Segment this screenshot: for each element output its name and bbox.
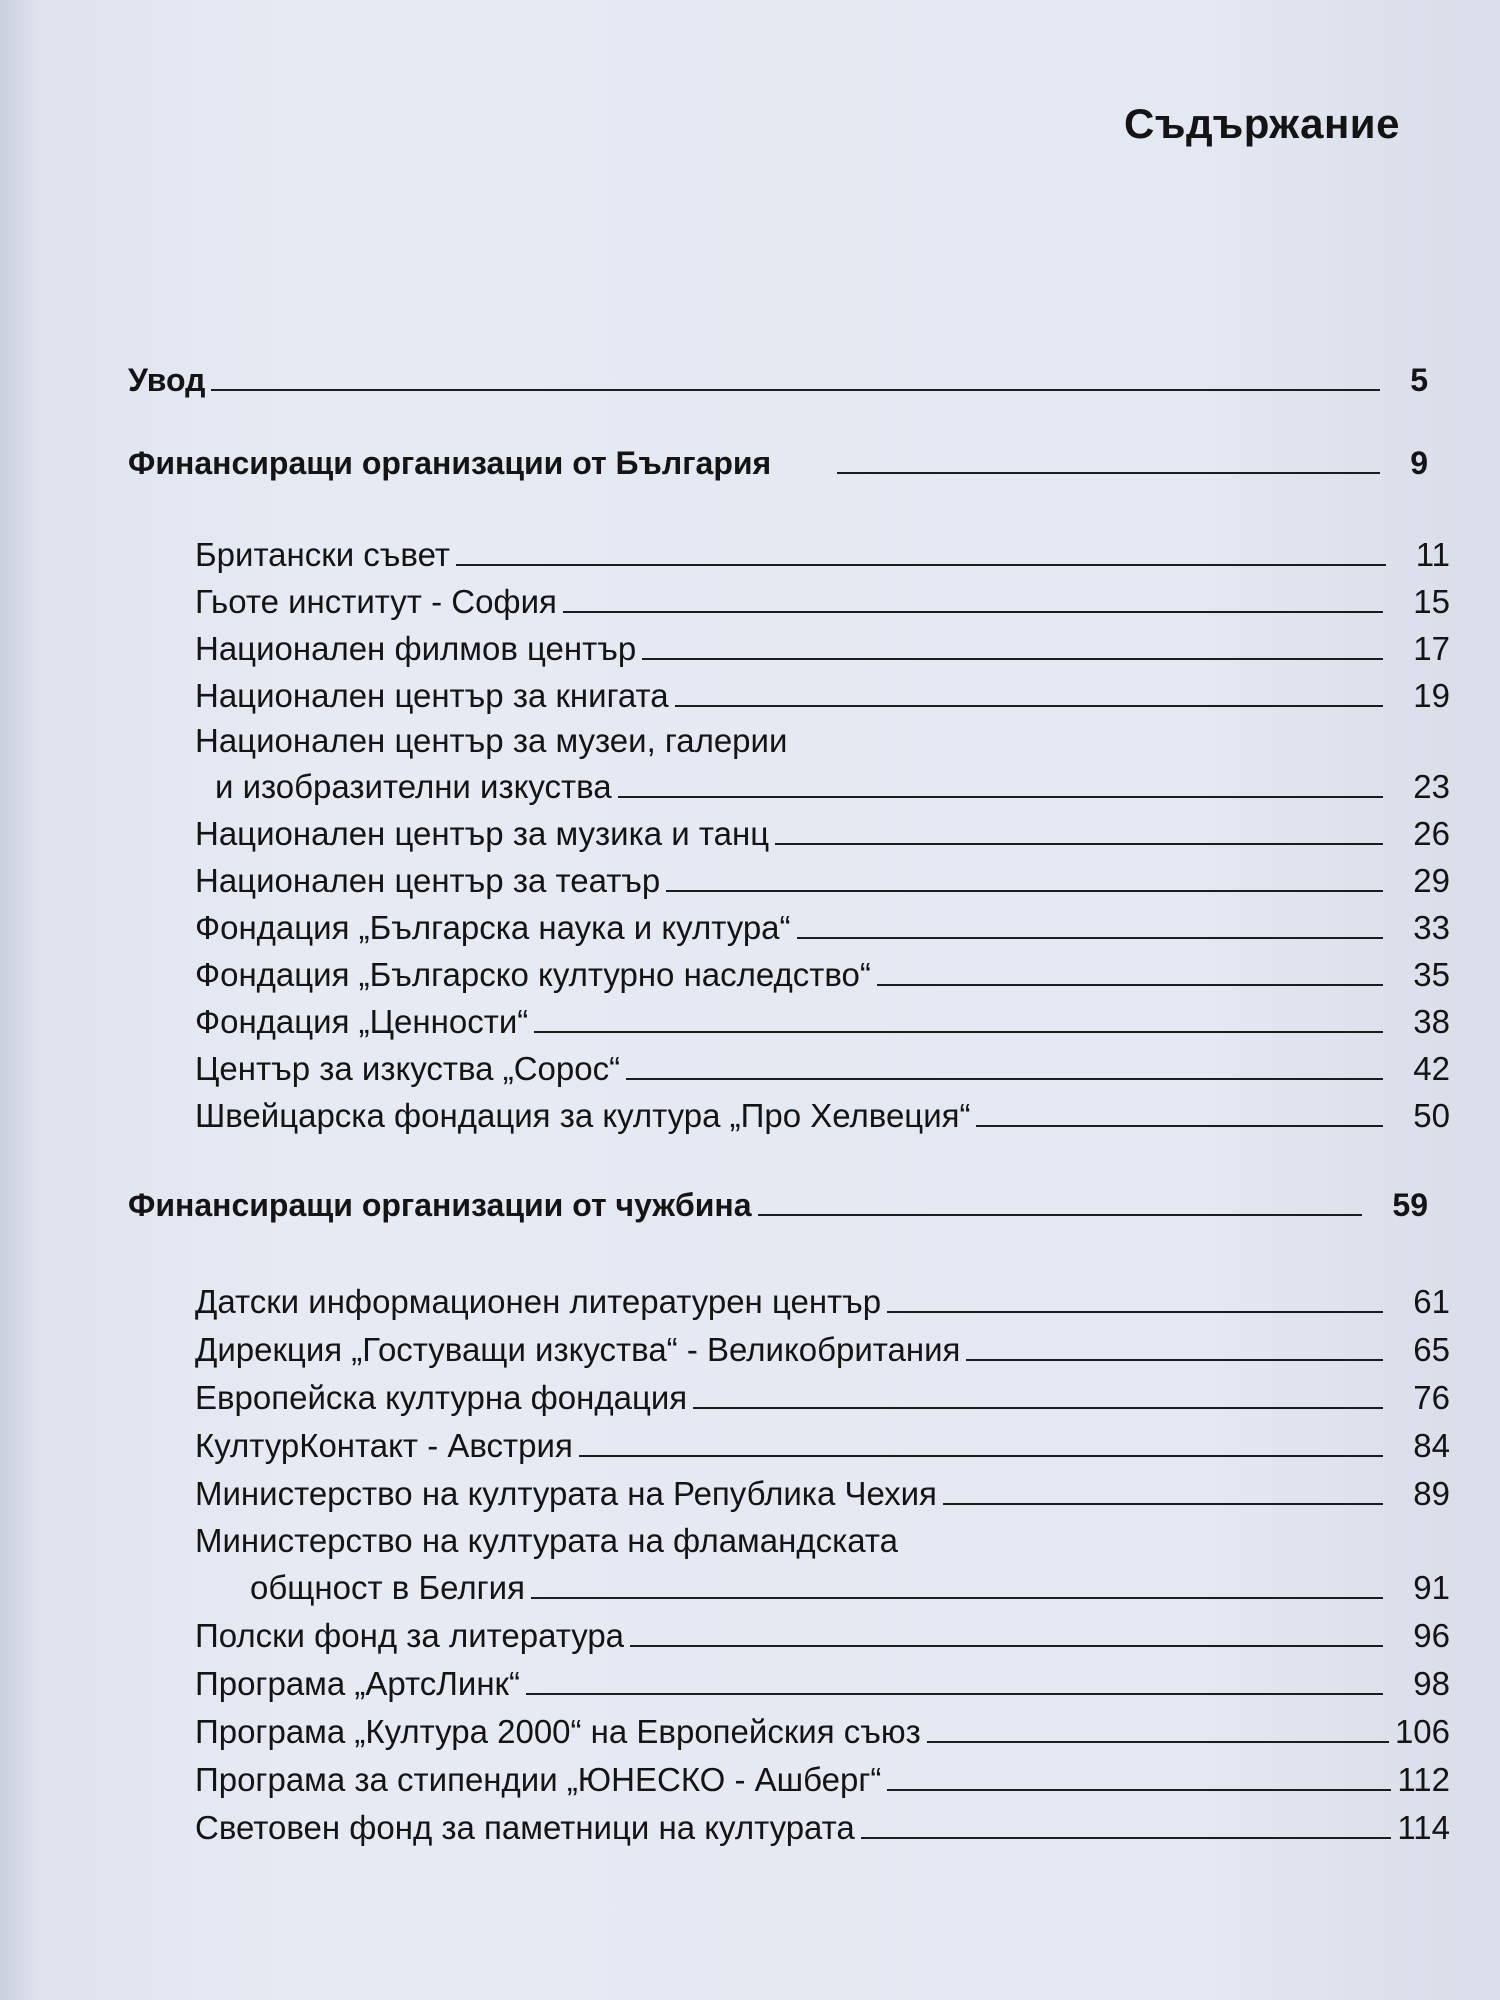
toc-label: Полски фонд за литература	[195, 1617, 625, 1654]
toc-row-first-line: Министерство на културата на фламандската	[195, 1522, 898, 1559]
toc-page-number: 11	[1415, 536, 1450, 573]
leader-line	[534, 1031, 1383, 1033]
leader-line	[877, 984, 1383, 986]
toc-page-number: 59	[1392, 1187, 1428, 1223]
leader-line	[630, 1645, 1383, 1647]
toc-row	[195, 677, 1450, 715]
leader-line	[456, 564, 1386, 566]
toc-row	[195, 862, 1450, 900]
toc-section-label: Финансиращи организации от България	[128, 445, 772, 481]
toc-label: Швейцарска фондация за култура „Про Хелвеция“	[195, 1097, 971, 1134]
toc-label: Британски съвет	[195, 536, 450, 573]
toc-label: Увод	[128, 362, 206, 398]
toc-row	[195, 1617, 1450, 1655]
toc-page-number: 38	[1413, 1003, 1450, 1040]
toc-page-number: 15	[1413, 583, 1450, 620]
toc-page-number: 76	[1413, 1379, 1450, 1416]
toc-row	[195, 1475, 1450, 1513]
toc-page-number: 26	[1413, 815, 1450, 852]
leader-line	[531, 1597, 1383, 1599]
leader-line	[775, 843, 1383, 845]
toc-label: Европейска културна фондация	[195, 1379, 688, 1416]
toc-page-number: 50	[1413, 1097, 1450, 1134]
toc-page-number: 35	[1413, 956, 1450, 993]
leader-line	[861, 1837, 1392, 1839]
toc-page-number: 5	[1410, 362, 1428, 398]
toc-page-number: 112	[1397, 1761, 1450, 1798]
toc-row	[215, 768, 1450, 806]
toc-label: Фондация „Българско културно наследство“	[195, 956, 871, 993]
toc-page-number: 17	[1413, 630, 1450, 667]
toc-row	[195, 536, 1450, 574]
toc-page-number: 42	[1413, 1050, 1450, 1087]
toc-page-number: 89	[1413, 1475, 1450, 1512]
toc-label: Център за изкуства „Сорос“	[195, 1050, 621, 1087]
toc-page-number: 65	[1413, 1331, 1450, 1368]
toc-label: Световен фонд за паметници на културата	[195, 1809, 855, 1846]
toc-section-bulgaria	[128, 445, 1428, 482]
toc-page-number: 96	[1413, 1617, 1450, 1654]
toc-row	[195, 1713, 1450, 1751]
toc-row	[195, 1050, 1450, 1088]
toc-page-number: 33	[1413, 909, 1450, 946]
toc-row	[195, 909, 1450, 947]
toc-row	[195, 583, 1450, 621]
toc-section-label: Финансиращи организации от чужбина	[128, 1187, 752, 1223]
toc-label: Датски информационен литературен център	[195, 1283, 882, 1320]
toc-label: Национален център за книгата	[195, 677, 669, 714]
leader-line	[758, 1214, 1363, 1216]
toc-label: и изобразителни изкуства	[215, 768, 612, 805]
toc-label: Фондация „Ценности“	[195, 1003, 529, 1040]
toc-page-number: 23	[1413, 768, 1450, 805]
toc-row	[195, 815, 1450, 853]
toc-label: Програма „АртсЛинк“	[195, 1665, 520, 1702]
leader-line	[675, 705, 1384, 707]
toc-label: Министерство на културата на Република Чехия	[195, 1475, 937, 1512]
toc-row	[195, 1379, 1450, 1417]
leader-line	[211, 389, 1380, 391]
toc-label: Национален център за театър	[195, 862, 661, 899]
leader-line	[943, 1503, 1383, 1505]
leader-line	[837, 472, 1380, 474]
leader-line	[927, 1741, 1389, 1743]
toc-row-first-line: Национален център за музеи, галерии	[195, 722, 788, 759]
toc-page-number: 9	[1410, 445, 1428, 481]
toc-label: Програма „Култура 2000“ на Европейския съюз	[195, 1713, 921, 1750]
toc-row	[195, 1809, 1450, 1847]
toc-row	[195, 1427, 1450, 1465]
toc-page-number: 19	[1413, 677, 1450, 714]
toc-page-number: 106	[1394, 1713, 1450, 1750]
toc-row	[195, 1003, 1450, 1041]
leader-line	[966, 1359, 1383, 1361]
toc-label: Програма за стипендии „ЮНЕСКО - Ашберг“	[195, 1761, 882, 1798]
page-title: Съдържание	[1124, 100, 1400, 147]
toc-page-number: 98	[1413, 1665, 1450, 1702]
leader-line	[642, 658, 1383, 660]
toc-row	[195, 1665, 1450, 1703]
toc-row	[195, 956, 1450, 994]
toc-label: Фондация „Българска наука и култура“	[195, 909, 791, 946]
leader-line	[666, 890, 1383, 892]
toc-label: КултурКонтакт - Австрия	[195, 1427, 573, 1464]
leader-line	[526, 1693, 1383, 1695]
toc-row	[195, 1097, 1450, 1135]
toc-label: Национален филмов център	[195, 630, 637, 667]
toc-row	[195, 1331, 1450, 1369]
toc-label: Гьоте институт - София	[195, 583, 557, 620]
toc-label: Дирекция „Гостуващи изкуства“ - Великобритания	[195, 1331, 961, 1368]
leader-line	[579, 1455, 1383, 1457]
toc-row	[195, 630, 1450, 668]
toc-page-number: 29	[1413, 862, 1450, 899]
toc-page-number: 91	[1413, 1569, 1450, 1606]
leader-line	[618, 796, 1384, 798]
leader-line	[887, 1311, 1383, 1313]
toc-page-number: 84	[1413, 1427, 1450, 1464]
toc-label: Национален център за музика и танц	[195, 815, 770, 852]
toc-row	[195, 1283, 1450, 1321]
leader-line	[797, 937, 1384, 939]
toc-section-abroad	[128, 1187, 1428, 1224]
leader-line	[887, 1789, 1391, 1791]
toc-page-number: 61	[1413, 1283, 1450, 1320]
toc-page-number: 114	[1397, 1809, 1450, 1846]
leader-line	[626, 1078, 1383, 1080]
toc-row	[250, 1569, 1450, 1607]
leader-line	[976, 1125, 1383, 1127]
toc-label: общност в Белгия	[250, 1569, 525, 1606]
leader-line	[563, 611, 1383, 613]
toc-row	[195, 1761, 1450, 1799]
toc-row-intro	[128, 362, 1428, 399]
leader-line	[693, 1407, 1383, 1409]
